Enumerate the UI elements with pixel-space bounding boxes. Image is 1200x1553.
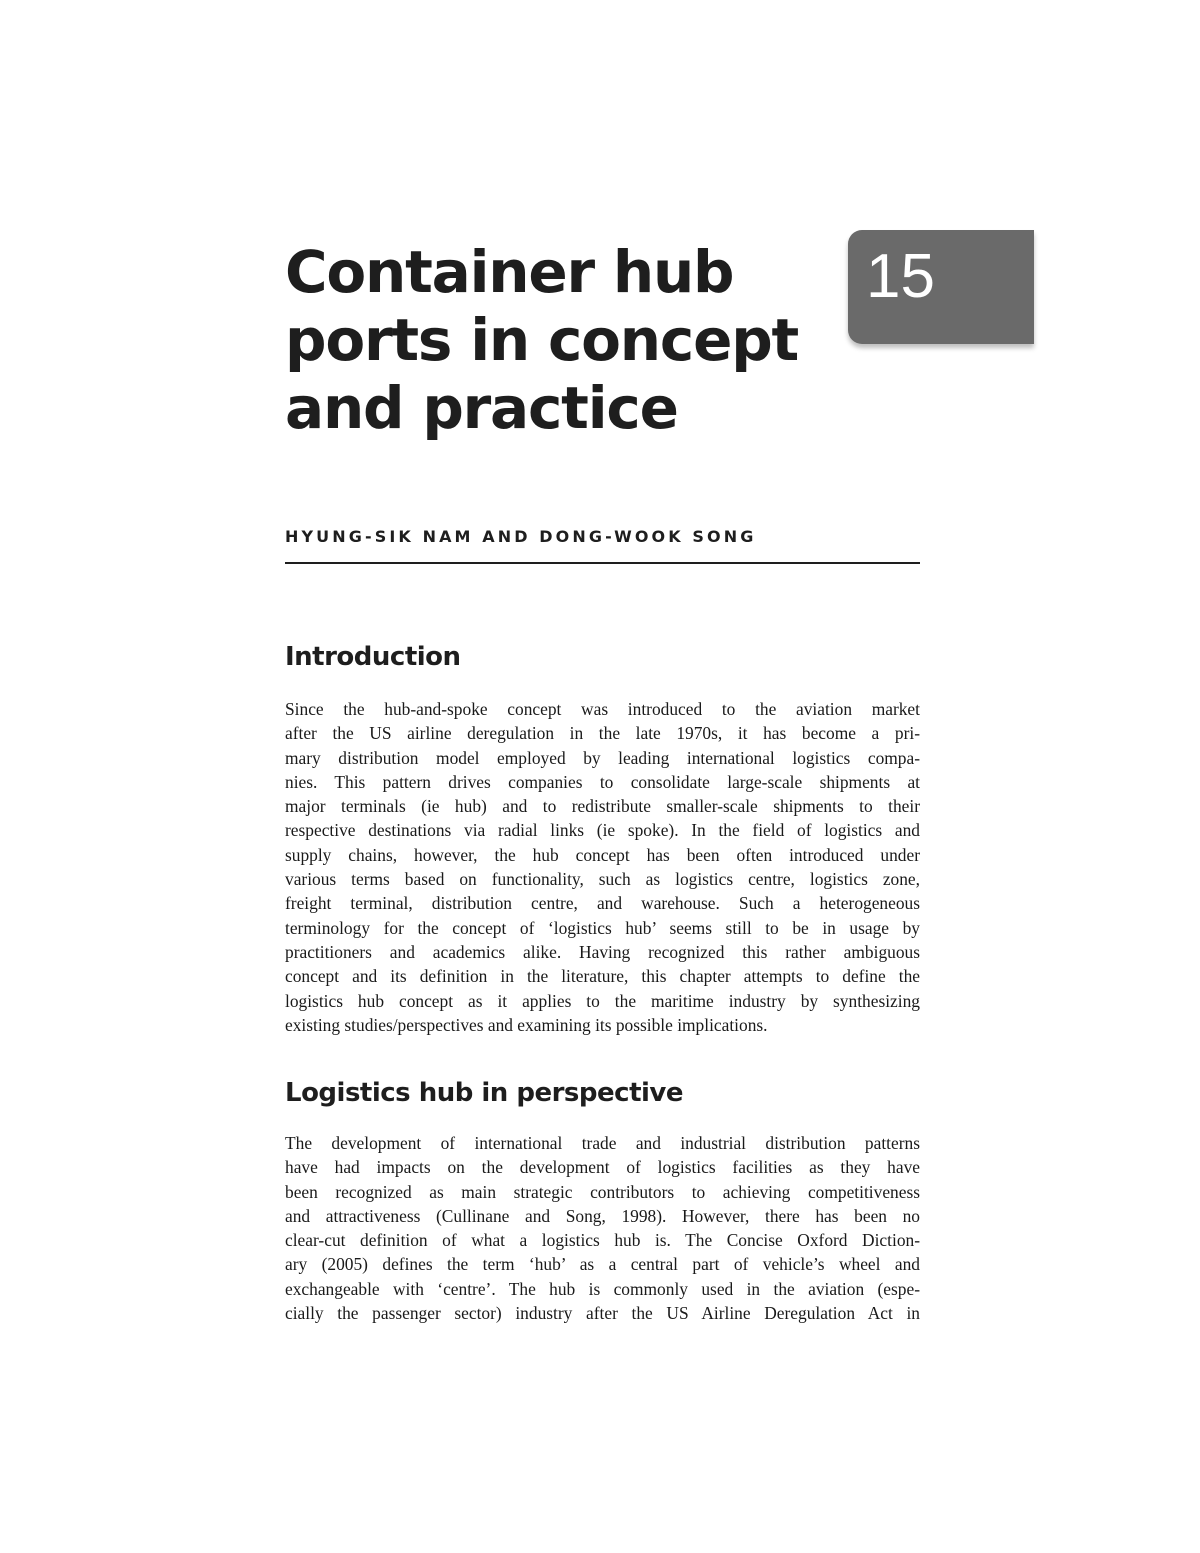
chapter-title-line: Container hub (285, 238, 734, 306)
text-line: The development of international trade and industrial distribution patterns (285, 1133, 920, 1153)
chapter-number: 15 (866, 242, 935, 311)
authors-divider (285, 562, 920, 564)
chapter-title-line: ports in concept (285, 306, 799, 374)
text-line: been recognized as main strategic contributors to achieving competitiveness (285, 1181, 920, 1202)
text-line: clear-cut definition of what a logistics hub is. The Concise Oxford Diction- (285, 1230, 920, 1251)
text-line: nies. This pattern drives companies to consolidate large-scale shipments at (285, 771, 920, 792)
text-line: have had impacts on the development of logistics facilities as they have (285, 1157, 920, 1178)
text-line: after the US airline deregulation in the late 1970s, it has become a pri- (285, 723, 920, 744)
text-line: Since the hub-and-spoke concept was introduced to the aviation market (285, 699, 920, 719)
section-heading-logistics-hub: Logistics hub in perspective (285, 1078, 683, 1108)
text-line: mary distribution model employed by leading international logistics compa- (285, 747, 920, 768)
text-line: freight terminal, distribution centre, and warehouse. Such a heterogeneous (285, 893, 920, 914)
chapter-title-line: and practice (285, 374, 678, 442)
text-line: supply chains, however, the hub concept has been often introduced under (285, 844, 920, 865)
text-line: concept and its definition in the literature, this chapter attempts to define the (285, 966, 920, 987)
introduction-paragraph (285, 697, 920, 1037)
text-line: and attractiveness (Cullinane and Song, 1998). However, there has been no (285, 1205, 920, 1226)
text-line: exchangeable with ‘centre’. The hub is commonly used in the aviation (espe- (285, 1278, 920, 1299)
text-line: cially the passenger sector) industry after the US Airline Deregulation Act in (285, 1303, 920, 1324)
section-heading-introduction: Introduction (285, 642, 461, 672)
text-line: respective destinations via radial links (ie spoke). In the field of logistics and (285, 820, 920, 841)
chapter-title (285, 238, 845, 442)
text-line: ary (2005) defines the term ‘hub’ as a central part of vehicle’s wheel and (285, 1254, 920, 1275)
chapter-number-badge (848, 230, 1034, 344)
logistics-hub-paragraph (285, 1131, 920, 1325)
text-line: logistics hub concept as it applies to the maritime industry by synthesizing (285, 990, 920, 1011)
text-line: major terminals (ie hub) and to redistribute smaller-scale shipments to their (285, 796, 920, 817)
text-line: practitioners and academics alike. Having recognized this rather ambiguous (285, 941, 920, 962)
chapter-authors: HYUNG-SIK NAM AND DONG-WOOK SONG (285, 527, 757, 546)
text-line: terminology for the concept of ‘logistics hub’ seems still to be in usage by (285, 917, 920, 938)
text-line: existing studies/perspectives and examining its possible implications. (285, 1014, 768, 1035)
text-line: various terms based on functionality, such as logistics centre, logistics zone, (285, 869, 920, 890)
